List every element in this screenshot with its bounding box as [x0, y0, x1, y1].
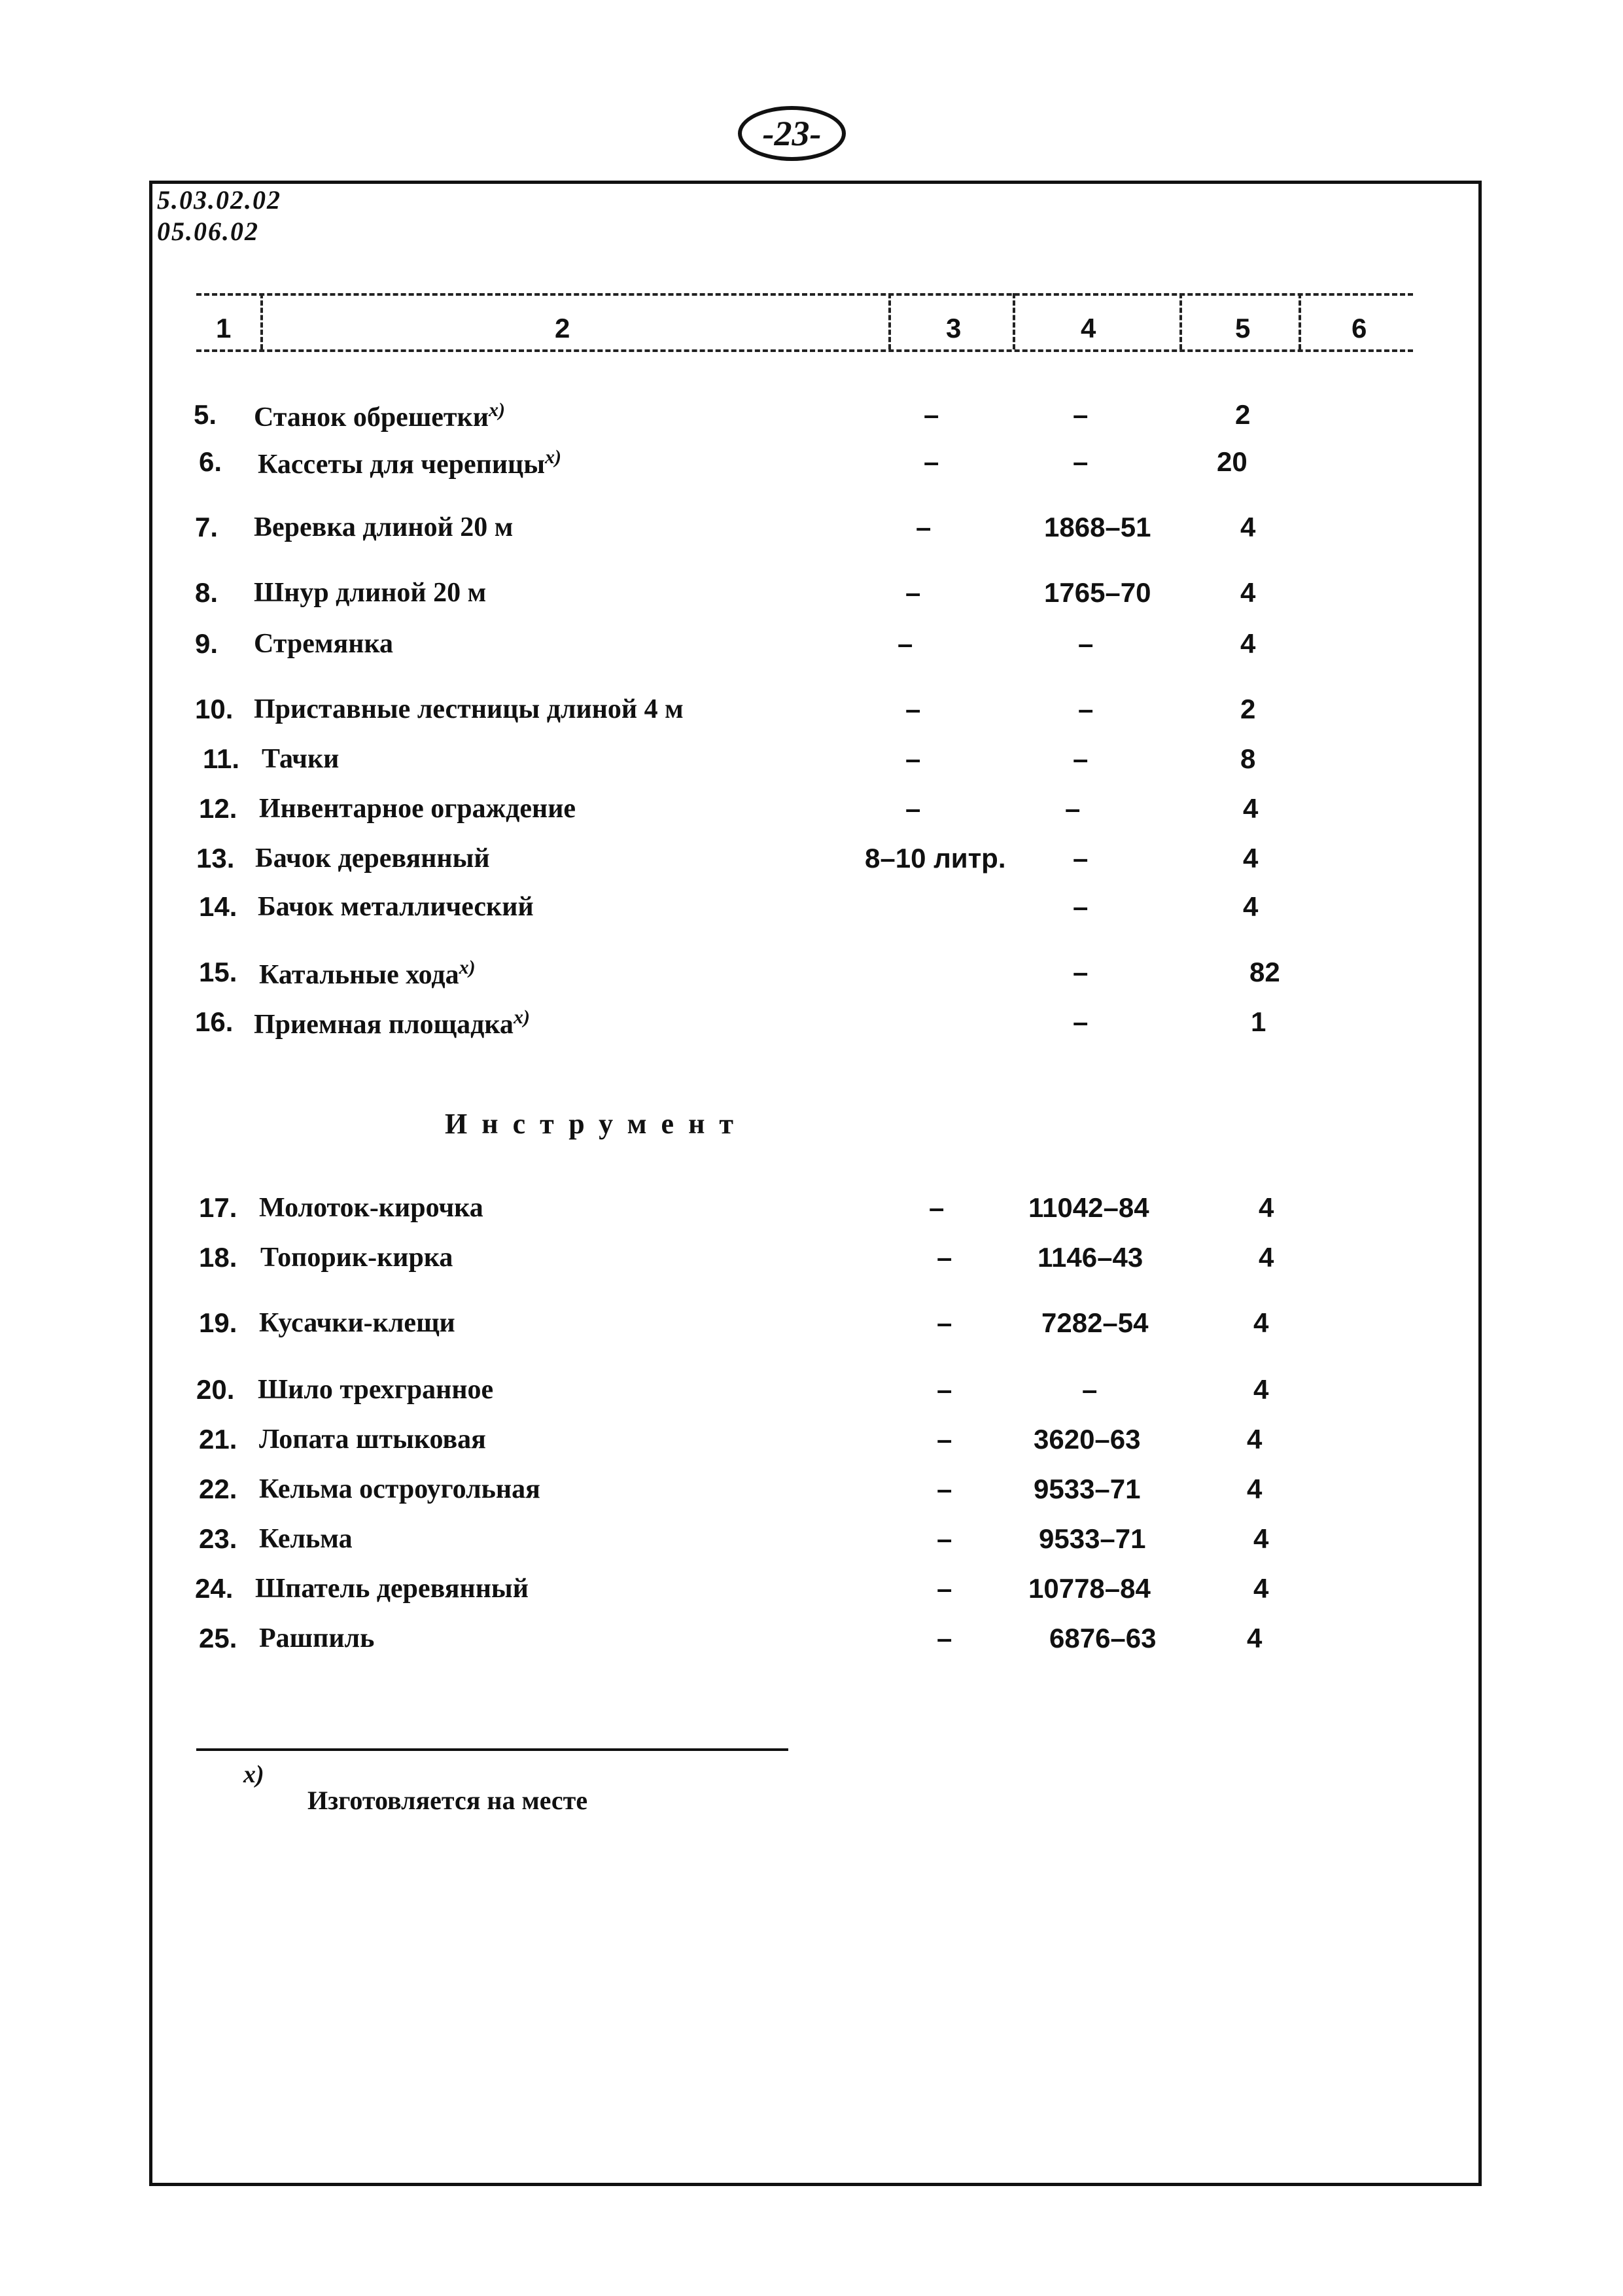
item-col5: 4 [1240, 512, 1256, 542]
column-header-3: 3 [946, 313, 962, 344]
item-col4: 9533–71 [1039, 1523, 1146, 1554]
item-col3: – [937, 1523, 952, 1554]
item-col3: – [937, 1374, 952, 1405]
footnote-mark: x) [513, 1006, 530, 1028]
item-number: 5. [194, 399, 217, 430]
item-col4: – [1073, 843, 1089, 874]
item-name: Шпатель деревянный [255, 1574, 529, 1604]
item-col5: 4 [1247, 1424, 1263, 1455]
item-col4: – [1073, 891, 1089, 922]
item-col5: 8 [1240, 743, 1256, 774]
table-row [0, 1307, 1623, 1347]
item-name: Тачки [262, 744, 340, 774]
item-number: 20. [196, 1374, 235, 1405]
section-title: Инструмент [445, 1108, 748, 1140]
item-col4: 10778–84 [1028, 1573, 1151, 1604]
table-row [0, 843, 1623, 882]
page-number: -23- [738, 106, 846, 161]
item-name: Кельма остроугольная [259, 1474, 540, 1504]
item-number: 22. [199, 1474, 237, 1504]
item-col4: 7282–54 [1041, 1307, 1149, 1338]
item-name: Бачок деревянный [255, 843, 490, 874]
header-divider-4 [1179, 293, 1182, 349]
item-col3: – [937, 1573, 952, 1604]
table-row [0, 1006, 1623, 1046]
item-name: Веревка длиной 20 м [254, 512, 514, 542]
item-name: Станок обрешетки$^{x)}$ [254, 399, 505, 433]
item-col4: – [1073, 399, 1089, 430]
item-number: 12. [199, 793, 237, 824]
item-col5: 4 [1253, 1307, 1269, 1338]
footnote-text: Изготовляется на месте [307, 1786, 588, 1815]
item-col3: – [929, 1192, 945, 1223]
item-col5: 4 [1259, 1242, 1274, 1273]
item-col3: – [937, 1242, 952, 1273]
item-col4: – [1065, 793, 1081, 824]
item-col3: – [924, 446, 939, 477]
item-col5: 4 [1253, 1374, 1269, 1405]
item-col3: – [937, 1474, 952, 1504]
table-row [0, 1374, 1623, 1413]
item-number: 25. [199, 1623, 237, 1653]
item-col4: 11042–84 [1028, 1192, 1149, 1223]
item-name: Стремянка [254, 629, 394, 659]
item-col3: – [905, 793, 921, 824]
column-header-1: 1 [216, 313, 232, 344]
table-row [0, 512, 1623, 551]
item-col3: – [905, 577, 921, 608]
item-col4: – [1078, 694, 1094, 724]
item-name: Шнур длиной 20 м [254, 578, 487, 608]
item-col5: 4 [1240, 577, 1256, 608]
item-col5: 4 [1243, 891, 1259, 922]
item-col3: – [905, 743, 921, 774]
item-col4: – [1082, 1374, 1098, 1405]
table-row [0, 446, 1623, 486]
table-row [0, 743, 1623, 783]
table-row [0, 891, 1623, 930]
item-number: 15. [199, 957, 237, 987]
item-number: 17. [199, 1192, 237, 1223]
footnote-mark: x) [243, 1761, 264, 1788]
item-col5: 2 [1240, 694, 1256, 724]
header-divider-1 [260, 293, 263, 349]
item-name: Кельма [259, 1524, 353, 1554]
header-divider-2 [888, 293, 891, 349]
item-name: Топорик-кирка [260, 1243, 453, 1273]
item-number: 11. [203, 743, 240, 774]
item-name: Рашпиль [259, 1623, 375, 1653]
item-number: 21. [199, 1424, 237, 1455]
column-header-2: 2 [555, 313, 570, 344]
item-col4: – [1073, 446, 1089, 477]
column-header-5: 5 [1235, 313, 1251, 344]
item-col4: 3620–63 [1034, 1424, 1141, 1455]
item-col5: 4 [1243, 843, 1259, 874]
item-col4: 1146–43 [1038, 1242, 1143, 1273]
item-number: 13. [196, 843, 235, 874]
item-number: 23. [199, 1523, 237, 1554]
item-name: Молоток-кирочка [259, 1193, 483, 1223]
item-col3: – [905, 694, 921, 724]
item-col3: 8–10 литр. [865, 843, 1006, 874]
item-col4: – [1073, 957, 1089, 987]
item-col4: 1868–51 [1044, 512, 1151, 542]
table-row [0, 577, 1623, 616]
item-name: Приставные лестницы длиной 4 м [254, 694, 684, 724]
table-row [0, 628, 1623, 667]
item-col4: 1765–70 [1044, 577, 1151, 608]
item-col5: 4 [1253, 1523, 1269, 1554]
item-col5: 4 [1240, 628, 1256, 659]
header-divider-5 [1299, 293, 1301, 349]
item-number: 19. [199, 1307, 237, 1338]
item-col3: – [898, 628, 913, 659]
item-name: Приемная площадка$^{x)}$ [254, 1006, 530, 1040]
item-col5: 4 [1259, 1192, 1274, 1223]
item-col3: – [924, 399, 939, 430]
item-col4: – [1073, 1006, 1089, 1037]
item-col3: – [937, 1623, 952, 1653]
item-col3: – [937, 1307, 952, 1338]
header-top-rule [196, 293, 1413, 296]
doc-code-secondary: 05.06.02 [157, 217, 259, 246]
table-row [0, 957, 1623, 996]
item-name: Кассеты для черепицы$^{x)}$ [258, 446, 562, 480]
item-number: 7. [195, 512, 218, 542]
header-bottom-rule [196, 349, 1413, 352]
item-number: 6. [199, 446, 222, 477]
table-row [0, 1573, 1623, 1612]
doc-code-primary: 5.03.02.02 [157, 185, 281, 215]
item-col5: 2 [1235, 399, 1251, 430]
item-col3: – [937, 1424, 952, 1455]
footnote-mark: x) [459, 957, 476, 978]
footnote-rule [196, 1748, 788, 1751]
item-name: Инвентарное ограждение [259, 794, 576, 824]
item-number: 14. [199, 891, 237, 922]
table-row [0, 1192, 1623, 1231]
footnote-mark: x) [488, 399, 505, 421]
item-col5: 4 [1253, 1573, 1269, 1604]
item-name: Шило трехгранное [258, 1375, 494, 1405]
footnote-mark: x) [545, 446, 562, 468]
item-name: Бачок металлический [258, 892, 534, 922]
item-name: Катальные хода$^{x)}$ [259, 957, 476, 990]
item-number: 18. [199, 1242, 237, 1273]
table-row [0, 1424, 1623, 1463]
item-number: 16. [195, 1006, 234, 1037]
item-col4: 6876–63 [1049, 1623, 1157, 1653]
column-header-4: 4 [1081, 313, 1096, 344]
item-col4: – [1078, 628, 1094, 659]
item-number: 8. [195, 577, 218, 608]
item-number: 9. [195, 628, 218, 659]
item-col5: 4 [1243, 793, 1259, 824]
item-col5: 20 [1217, 446, 1248, 477]
table-row [0, 1623, 1623, 1662]
table-row [0, 1242, 1623, 1281]
item-number: 10. [195, 694, 234, 724]
column-header-6: 6 [1352, 313, 1367, 344]
item-col5: 4 [1247, 1623, 1263, 1653]
item-col3: – [916, 512, 932, 542]
table-row [0, 1523, 1623, 1563]
item-col4: – [1073, 743, 1089, 774]
item-number: 24. [195, 1573, 234, 1604]
item-col5: 82 [1249, 957, 1280, 987]
item-name: Лопата штыковая [259, 1424, 486, 1455]
item-name: Кусачки-клещи [259, 1308, 455, 1338]
table-row [0, 1474, 1623, 1513]
item-col5: 4 [1247, 1474, 1263, 1504]
item-col5: 1 [1251, 1006, 1266, 1037]
item-col4: 9533–71 [1034, 1474, 1141, 1504]
table-row [0, 793, 1623, 832]
header-divider-3 [1013, 293, 1015, 349]
table-row [0, 399, 1623, 438]
table-row [0, 694, 1623, 733]
